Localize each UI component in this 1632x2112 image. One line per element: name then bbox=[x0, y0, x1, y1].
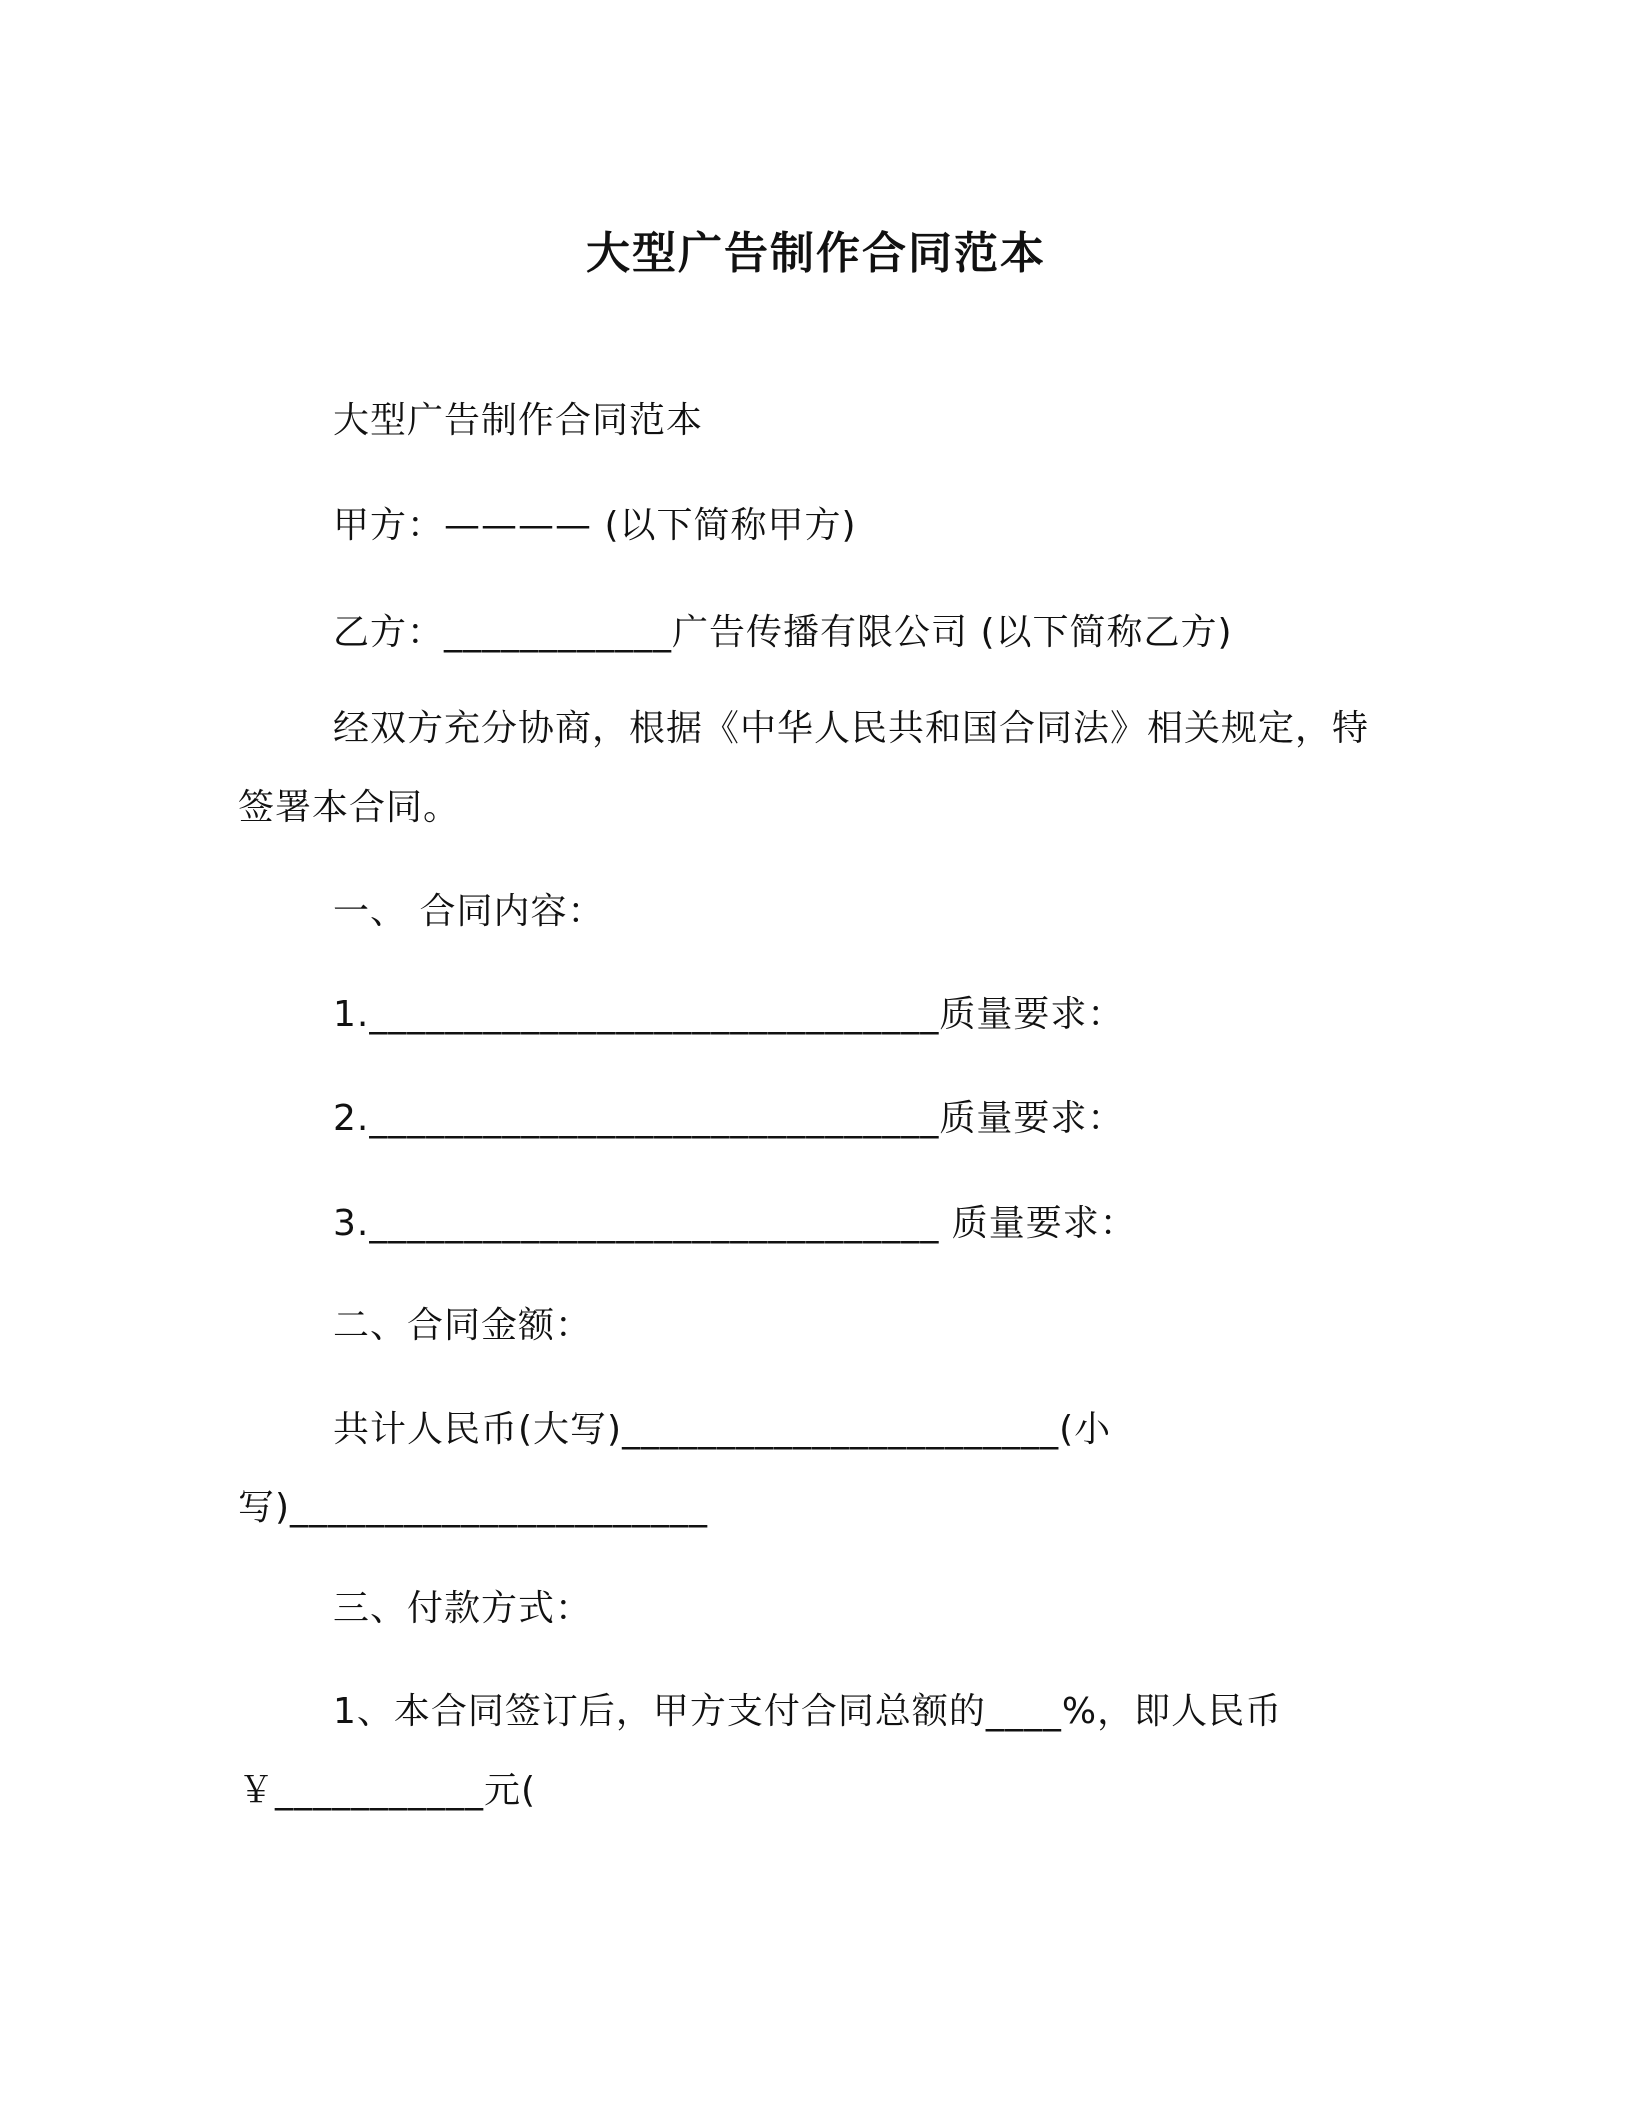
section-2-heading: 二、合同金额： bbox=[333, 1305, 593, 1346]
preamble-line-1: 经双方充分协商，根据《中华人民共和国合同法》相关规定，特 bbox=[333, 708, 1370, 749]
preamble-line-2: 签署本合同。 bbox=[238, 787, 461, 828]
item-2-line: 2.______________________________质量要求： bbox=[333, 1098, 1125, 1139]
document-title: 大型广告制作合同范本 bbox=[586, 228, 1046, 279]
amount-line-1: 共计人民币(大写)_______________________(小 bbox=[333, 1409, 1112, 1450]
item-1-line: 1.______________________________质量要求： bbox=[333, 994, 1125, 1035]
payment-line-2: ￥___________元( bbox=[238, 1770, 537, 1811]
item-3-line: 3.______________________________ 质量要求： bbox=[333, 1203, 1137, 1244]
party-a-line: 甲方：———— (以下简称甲方) bbox=[333, 505, 857, 546]
party-b-line: 乙方：____________广告传播有限公司 (以下简称乙方) bbox=[333, 612, 1233, 653]
section-1-heading: 一、 合同内容： bbox=[333, 891, 605, 932]
section-3-heading: 三、付款方式： bbox=[333, 1588, 593, 1629]
amount-line-2: 写)______________________ bbox=[238, 1487, 709, 1528]
subtitle-line: 大型广告制作合同范本 bbox=[333, 400, 704, 441]
payment-line-1: 1、本合同签订后，甲方支付合同总额的____%，即人民币 bbox=[333, 1691, 1283, 1732]
